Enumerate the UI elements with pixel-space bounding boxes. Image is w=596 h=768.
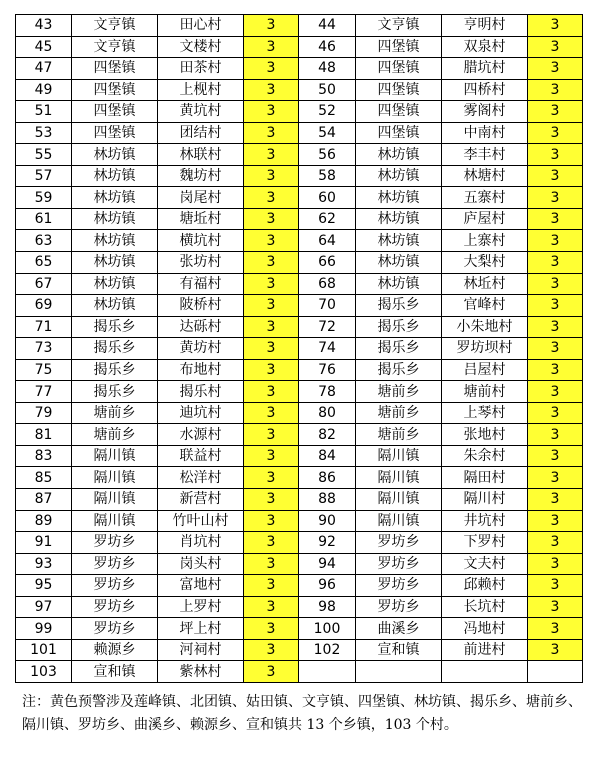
township-cell: 揭乐乡 <box>356 316 442 338</box>
table-row <box>16 359 583 381</box>
warning-level-cell: 3 <box>528 596 583 618</box>
township-cell: 罗坊乡 <box>72 618 158 640</box>
index-cell: 82 <box>299 424 356 446</box>
warning-level-cell: 3 <box>528 101 583 123</box>
village-cell: 井坑村 <box>442 510 528 532</box>
index-cell: 53 <box>16 122 72 144</box>
warning-level-cell: 3 <box>244 553 299 575</box>
township-cell: 林坊镇 <box>356 144 442 166</box>
township-cell: 四堡镇 <box>356 36 442 58</box>
warning-level-cell: 3 <box>244 101 299 123</box>
index-cell: 48 <box>299 58 356 80</box>
township-cell: 林坊镇 <box>72 187 158 209</box>
warning-level-cell: 3 <box>244 445 299 467</box>
township-cell: 塘前乡 <box>72 402 158 424</box>
index-cell: 78 <box>299 381 356 403</box>
table-row <box>16 445 583 467</box>
township-cell: 罗坊乡 <box>356 596 442 618</box>
village-cell: 隔田村 <box>442 467 528 489</box>
township-cell: 文亨镇 <box>72 15 158 37</box>
township-cell: 四堡镇 <box>72 122 158 144</box>
table-row <box>16 101 583 123</box>
township-cell: 揭乐乡 <box>356 359 442 381</box>
table-row <box>16 661 583 683</box>
warning-level-cell: 3 <box>528 295 583 317</box>
township-cell: 四堡镇 <box>72 58 158 80</box>
warning-level-cell: 3 <box>528 273 583 295</box>
village-cell: 团结村 <box>158 122 244 144</box>
village-cell: 张坊村 <box>158 252 244 274</box>
index-cell: 99 <box>16 618 72 640</box>
township-cell: 罗坊乡 <box>72 532 158 554</box>
index-cell: 75 <box>16 359 72 381</box>
warning-level-cell: 3 <box>528 165 583 187</box>
table-row <box>16 489 583 511</box>
warning-level-cell: 3 <box>528 122 583 144</box>
township-cell: 揭乐乡 <box>72 316 158 338</box>
warning-level-cell: 3 <box>528 58 583 80</box>
table-row <box>16 208 583 230</box>
warning-level-cell: 3 <box>244 575 299 597</box>
warning-level-cell: 3 <box>244 208 299 230</box>
village-cell: 朱余村 <box>442 445 528 467</box>
village-cell: 布地村 <box>158 359 244 381</box>
village-cell: 上罗村 <box>158 596 244 618</box>
township-cell: 塘前乡 <box>356 381 442 403</box>
village-cell: 隔川村 <box>442 489 528 511</box>
warning-level-cell: 3 <box>528 402 583 424</box>
township-cell: 隔川镇 <box>356 489 442 511</box>
index-cell: 72 <box>299 316 356 338</box>
township-cell: 文亨镇 <box>72 36 158 58</box>
index-cell: 94 <box>299 553 356 575</box>
village-cell: 竹叶山村 <box>158 510 244 532</box>
index-cell: 71 <box>16 316 72 338</box>
township-cell: 林坊镇 <box>356 208 442 230</box>
table-row <box>16 510 583 532</box>
warning-level-cell: 3 <box>528 510 583 532</box>
table-row <box>16 36 583 58</box>
township-cell: 四堡镇 <box>356 58 442 80</box>
table-row <box>16 532 583 554</box>
township-cell: 揭乐乡 <box>72 359 158 381</box>
township-cell <box>356 661 442 683</box>
warning-level-cell: 3 <box>528 338 583 360</box>
index-cell: 51 <box>16 101 72 123</box>
village-cell: 有福村 <box>158 273 244 295</box>
village-cell: 黄坊村 <box>158 338 244 360</box>
township-cell: 塘前乡 <box>356 424 442 446</box>
village-cell: 下罗村 <box>442 532 528 554</box>
village-cell: 肖坑村 <box>158 532 244 554</box>
township-cell: 罗坊乡 <box>72 553 158 575</box>
index-cell: 57 <box>16 165 72 187</box>
township-cell: 林坊镇 <box>356 187 442 209</box>
township-cell: 罗坊乡 <box>356 575 442 597</box>
village-cell <box>442 661 528 683</box>
village-cell: 田心村 <box>158 15 244 37</box>
township-cell: 塘前乡 <box>72 424 158 446</box>
index-cell: 100 <box>299 618 356 640</box>
township-cell: 宣和镇 <box>356 639 442 661</box>
warning-level-cell: 3 <box>528 316 583 338</box>
warning-level-cell: 3 <box>528 424 583 446</box>
township-cell: 塘前乡 <box>356 402 442 424</box>
warning-level-cell: 3 <box>244 273 299 295</box>
warning-level-cell: 3 <box>244 402 299 424</box>
index-cell: 98 <box>299 596 356 618</box>
village-cell: 雾阁村 <box>442 101 528 123</box>
table-row <box>16 165 583 187</box>
village-cell: 岗尾村 <box>158 187 244 209</box>
village-cell: 官峰村 <box>442 295 528 317</box>
township-cell: 揭乐乡 <box>356 338 442 360</box>
table-row <box>16 144 583 166</box>
warning-level-cell: 3 <box>244 510 299 532</box>
warning-level-cell: 3 <box>528 36 583 58</box>
table-row <box>16 639 583 661</box>
table-row <box>16 553 583 575</box>
township-cell: 林坊镇 <box>72 165 158 187</box>
township-cell: 罗坊乡 <box>356 532 442 554</box>
index-cell: 102 <box>299 639 356 661</box>
village-cell: 魏坊村 <box>158 165 244 187</box>
table-row <box>16 122 583 144</box>
township-cell: 四堡镇 <box>72 101 158 123</box>
warning-level-cell: 3 <box>528 618 583 640</box>
warning-level-cell: 3 <box>528 575 583 597</box>
index-cell: 89 <box>16 510 72 532</box>
village-cell: 冯地村 <box>442 618 528 640</box>
index-cell <box>299 661 356 683</box>
village-cell: 水源村 <box>158 424 244 446</box>
index-cell: 79 <box>16 402 72 424</box>
warning-level-cell: 3 <box>244 618 299 640</box>
index-cell: 103 <box>16 661 72 683</box>
warning-level-cell: 3 <box>244 661 299 683</box>
warning-level-cell: 3 <box>528 445 583 467</box>
table-row <box>16 316 583 338</box>
warning-level-cell: 3 <box>244 252 299 274</box>
township-cell: 林坊镇 <box>72 273 158 295</box>
village-cell: 邱赖村 <box>442 575 528 597</box>
village-cell: 坪上村 <box>158 618 244 640</box>
warning-level-cell: 3 <box>244 338 299 360</box>
township-cell: 林坊镇 <box>72 230 158 252</box>
village-cell: 林塘村 <box>442 165 528 187</box>
index-cell: 92 <box>299 532 356 554</box>
village-cell: 新营村 <box>158 489 244 511</box>
village-cell: 陂桥村 <box>158 295 244 317</box>
village-cell: 揭乐村 <box>158 381 244 403</box>
index-cell: 62 <box>299 208 356 230</box>
village-cell: 腊坑村 <box>442 58 528 80</box>
index-cell: 101 <box>16 639 72 661</box>
village-cell: 大梨村 <box>442 252 528 274</box>
index-cell: 81 <box>16 424 72 446</box>
township-cell: 林坊镇 <box>72 208 158 230</box>
index-cell: 96 <box>299 575 356 597</box>
table-row <box>16 187 583 209</box>
village-cell: 联益村 <box>158 445 244 467</box>
village-cell: 横坑村 <box>158 230 244 252</box>
index-cell: 49 <box>16 79 72 101</box>
township-cell: 揭乐乡 <box>356 295 442 317</box>
warning-level-cell: 3 <box>244 295 299 317</box>
table-row <box>16 575 583 597</box>
index-cell: 74 <box>299 338 356 360</box>
index-cell: 45 <box>16 36 72 58</box>
township-cell: 林坊镇 <box>356 230 442 252</box>
township-cell: 隔川镇 <box>72 445 158 467</box>
table-row <box>16 79 583 101</box>
table-row <box>16 338 583 360</box>
table-row <box>16 252 583 274</box>
township-cell: 四堡镇 <box>72 79 158 101</box>
village-cell: 塘前村 <box>442 381 528 403</box>
warning-level-cell: 3 <box>528 187 583 209</box>
index-cell: 84 <box>299 445 356 467</box>
village-cell: 松洋村 <box>158 467 244 489</box>
index-cell: 93 <box>16 553 72 575</box>
warning-level-cell: 3 <box>244 596 299 618</box>
index-cell: 88 <box>299 489 356 511</box>
index-cell: 85 <box>16 467 72 489</box>
footnote: 注：黄色预警涉及莲峰镇、北团镇、姑田镇、文亨镇、四堡镇、林坊镇、揭乐乡、塘前乡、隔川镇、罗坊乡、曲溪乡、赖源乡、宣和镇共 13 个乡镇，103 个村。 <box>22 694 582 733</box>
table-row <box>16 230 583 252</box>
table-row <box>16 618 583 640</box>
index-cell: 43 <box>16 15 72 37</box>
township-cell: 四堡镇 <box>356 79 442 101</box>
village-cell: 亨明村 <box>442 15 528 37</box>
warning-village-table <box>15 14 583 683</box>
township-cell: 罗坊乡 <box>72 575 158 597</box>
village-cell: 庐屋村 <box>442 208 528 230</box>
village-cell: 上枧村 <box>158 79 244 101</box>
village-cell: 五寨村 <box>442 187 528 209</box>
warning-level-cell: 3 <box>528 467 583 489</box>
village-cell: 长坑村 <box>442 596 528 618</box>
index-cell: 91 <box>16 532 72 554</box>
warning-level-cell: 3 <box>528 553 583 575</box>
index-cell: 47 <box>16 58 72 80</box>
village-cell: 张地村 <box>442 424 528 446</box>
township-cell: 赖源乡 <box>72 639 158 661</box>
township-cell: 罗坊乡 <box>72 596 158 618</box>
warning-level-cell: 3 <box>528 489 583 511</box>
warning-level-cell: 3 <box>244 15 299 37</box>
warning-level-cell: 3 <box>528 639 583 661</box>
index-cell: 52 <box>299 101 356 123</box>
table-row <box>16 596 583 618</box>
warning-level-cell: 3 <box>528 144 583 166</box>
table-row <box>16 295 583 317</box>
township-cell: 林坊镇 <box>72 295 158 317</box>
index-cell: 66 <box>299 252 356 274</box>
village-cell: 富地村 <box>158 575 244 597</box>
village-cell: 四桥村 <box>442 79 528 101</box>
village-cell: 林坵村 <box>442 273 528 295</box>
village-cell: 双泉村 <box>442 36 528 58</box>
village-cell: 黄坑村 <box>158 101 244 123</box>
index-cell: 54 <box>299 122 356 144</box>
index-cell: 67 <box>16 273 72 295</box>
township-cell: 隔川镇 <box>72 467 158 489</box>
index-cell: 80 <box>299 402 356 424</box>
warning-level-cell: 3 <box>244 58 299 80</box>
township-cell: 隔川镇 <box>356 445 442 467</box>
warning-level-cell: 3 <box>528 252 583 274</box>
index-cell: 60 <box>299 187 356 209</box>
township-cell: 林坊镇 <box>72 144 158 166</box>
warning-level-cell: 3 <box>244 144 299 166</box>
village-cell: 塘坵村 <box>158 208 244 230</box>
index-cell: 55 <box>16 144 72 166</box>
index-cell: 76 <box>299 359 356 381</box>
township-cell: 林坊镇 <box>356 165 442 187</box>
index-cell: 95 <box>16 575 72 597</box>
warning-level-cell: 3 <box>528 359 583 381</box>
township-cell: 文亨镇 <box>356 15 442 37</box>
index-cell: 68 <box>299 273 356 295</box>
warning-level-cell: 3 <box>528 230 583 252</box>
warning-level-cell: 3 <box>244 79 299 101</box>
warning-level-cell: 3 <box>244 316 299 338</box>
warning-level-cell: 3 <box>244 381 299 403</box>
township-cell: 林坊镇 <box>356 252 442 274</box>
index-cell: 59 <box>16 187 72 209</box>
warning-level-cell: 3 <box>244 467 299 489</box>
township-cell: 罗坊乡 <box>356 553 442 575</box>
index-cell: 46 <box>299 36 356 58</box>
index-cell: 70 <box>299 295 356 317</box>
table-row <box>16 424 583 446</box>
township-cell: 隔川镇 <box>356 467 442 489</box>
village-cell: 迪坑村 <box>158 402 244 424</box>
index-cell: 97 <box>16 596 72 618</box>
warning-level-cell: 3 <box>244 122 299 144</box>
table-row <box>16 402 583 424</box>
township-cell: 四堡镇 <box>356 101 442 123</box>
index-cell: 63 <box>16 230 72 252</box>
index-cell: 90 <box>299 510 356 532</box>
township-cell: 揭乐乡 <box>72 381 158 403</box>
village-cell: 紫林村 <box>158 661 244 683</box>
village-cell: 前进村 <box>442 639 528 661</box>
warning-level-cell: 3 <box>528 381 583 403</box>
index-cell: 61 <box>16 208 72 230</box>
warning-level-cell: 3 <box>244 230 299 252</box>
warning-level-cell: 3 <box>244 36 299 58</box>
village-cell: 河祠村 <box>158 639 244 661</box>
township-cell: 揭乐乡 <box>72 338 158 360</box>
village-cell: 李丰村 <box>442 144 528 166</box>
village-cell: 罗坊坝村 <box>442 338 528 360</box>
township-cell: 宣和镇 <box>72 661 158 683</box>
index-cell: 44 <box>299 15 356 37</box>
table-row <box>16 467 583 489</box>
index-cell: 65 <box>16 252 72 274</box>
warning-level-cell <box>528 661 583 683</box>
index-cell: 69 <box>16 295 72 317</box>
warning-level-cell: 3 <box>528 208 583 230</box>
warning-level-cell: 3 <box>244 424 299 446</box>
warning-level-cell: 3 <box>244 489 299 511</box>
village-cell: 上寨村 <box>442 230 528 252</box>
index-cell: 87 <box>16 489 72 511</box>
village-cell: 田茶村 <box>158 58 244 80</box>
township-cell: 隔川镇 <box>72 489 158 511</box>
village-cell: 上琴村 <box>442 402 528 424</box>
village-cell: 文楼村 <box>158 36 244 58</box>
warning-level-cell: 3 <box>528 15 583 37</box>
table-row <box>16 381 583 403</box>
warning-level-cell: 3 <box>528 79 583 101</box>
village-cell: 岗头村 <box>158 553 244 575</box>
table-row <box>16 273 583 295</box>
warning-level-cell: 3 <box>244 532 299 554</box>
index-cell: 73 <box>16 338 72 360</box>
township-cell: 林坊镇 <box>356 273 442 295</box>
table-row <box>16 58 583 80</box>
index-cell: 50 <box>299 79 356 101</box>
warning-level-cell: 3 <box>244 165 299 187</box>
index-cell: 58 <box>299 165 356 187</box>
township-cell: 林坊镇 <box>72 252 158 274</box>
table-row <box>16 15 583 37</box>
township-cell: 四堡镇 <box>356 122 442 144</box>
village-cell: 小朱地村 <box>442 316 528 338</box>
index-cell: 64 <box>299 230 356 252</box>
village-cell: 达砾村 <box>158 316 244 338</box>
warning-level-cell: 3 <box>244 187 299 209</box>
index-cell: 83 <box>16 445 72 467</box>
township-cell: 隔川镇 <box>356 510 442 532</box>
village-cell: 文夫村 <box>442 553 528 575</box>
village-cell: 吕屋村 <box>442 359 528 381</box>
warning-level-cell: 3 <box>528 532 583 554</box>
village-cell: 中南村 <box>442 122 528 144</box>
index-cell: 86 <box>299 467 356 489</box>
warning-level-cell: 3 <box>244 359 299 381</box>
township-cell: 曲溪乡 <box>356 618 442 640</box>
village-cell: 林联村 <box>158 144 244 166</box>
index-cell: 56 <box>299 144 356 166</box>
index-cell: 77 <box>16 381 72 403</box>
township-cell: 隔川镇 <box>72 510 158 532</box>
warning-level-cell: 3 <box>244 639 299 661</box>
